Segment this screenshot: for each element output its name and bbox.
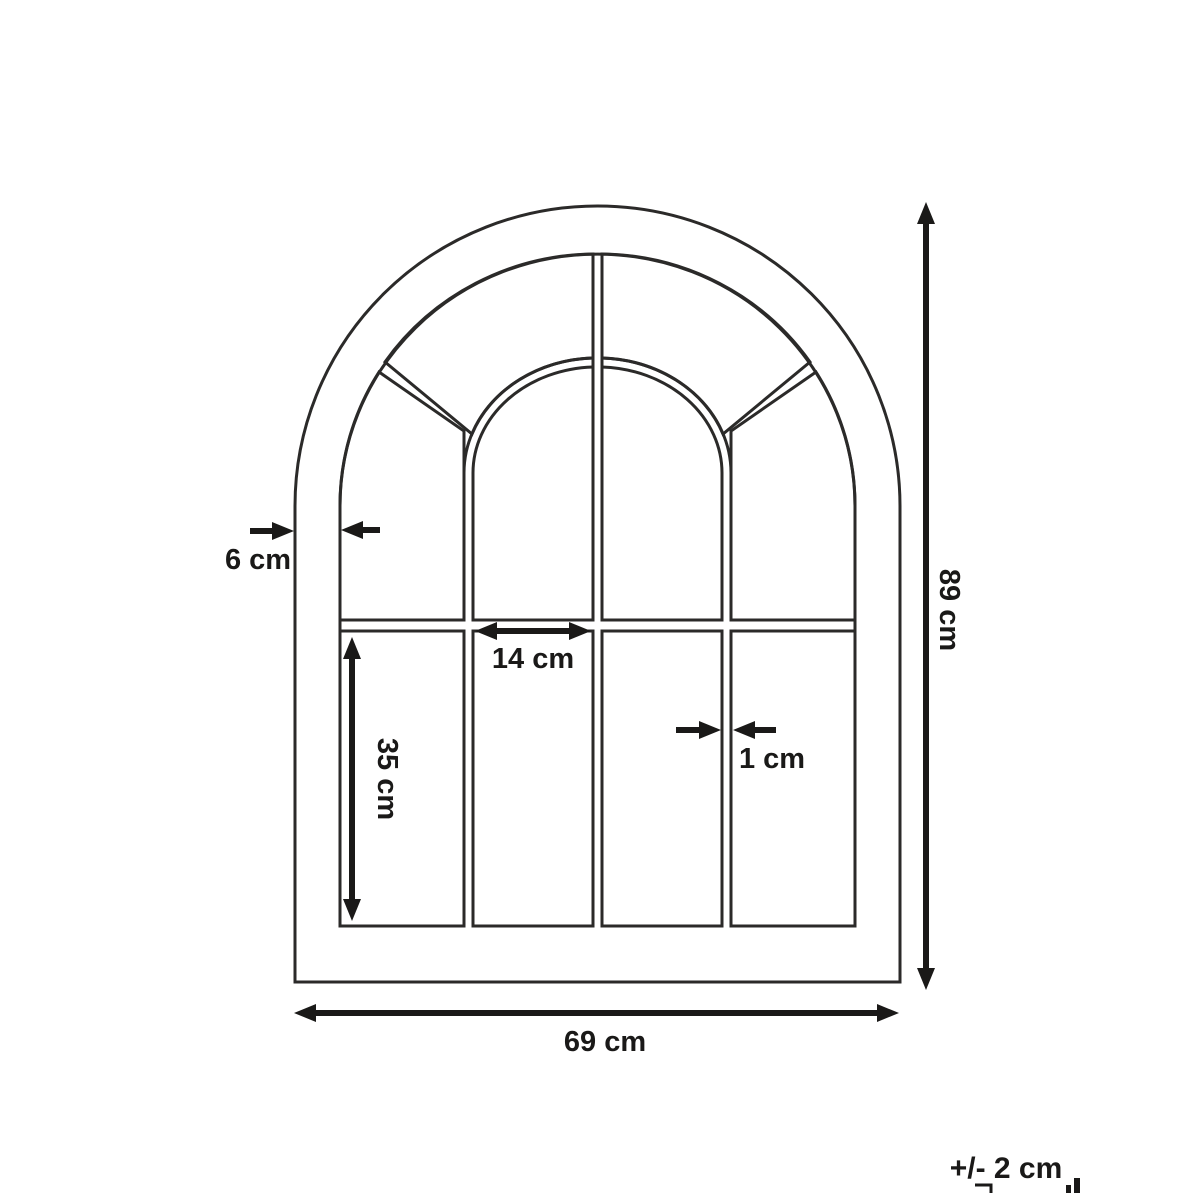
- dim-overall-width: [294, 1004, 899, 1058]
- dim-label-pane-width: 14 cm: [491, 643, 575, 675]
- overall-width-head-right: [877, 1004, 899, 1022]
- dim-label-glazing-bar: 1 cm: [738, 743, 806, 775]
- pane-height-head-top: [343, 637, 361, 659]
- pane-height-head-bottom: [343, 899, 361, 921]
- glazing-bar-arrow-right-head: [733, 721, 755, 739]
- tolerance-tick-small: [1066, 1185, 1071, 1193]
- tolerance-note: [950, 1152, 1080, 1193]
- window-outline-group: [295, 206, 900, 982]
- upper-pane-left: [340, 372, 464, 620]
- frame-thickness-arrow-left-head: [272, 522, 294, 540]
- upper-pane-right: [731, 372, 855, 620]
- glazing-bar-arrow-left-head: [699, 721, 721, 739]
- overall-width-head-left: [294, 1004, 316, 1022]
- pane-width-head-right: [569, 622, 591, 640]
- dim-glazing-bar: [676, 721, 805, 775]
- dim-label-frame-thickness: 6 cm: [224, 544, 292, 576]
- central-arch-left-limb: [464, 358, 593, 620]
- pane-width-head-left: [475, 622, 497, 640]
- tolerance-tick-large: [1074, 1178, 1080, 1193]
- outer-frame-outline: [295, 206, 900, 982]
- dim-overall-height: [917, 202, 965, 990]
- tolerance-corner-mark: [975, 1185, 991, 1193]
- frame-thickness-arrow-right-head: [341, 521, 363, 539]
- dim-label-pane-height: 35 cm: [371, 737, 403, 821]
- dim-pane-width: [475, 622, 591, 675]
- dim-label-overall-height: 89 cm: [933, 568, 965, 652]
- lower-pane-2: [473, 631, 593, 926]
- tolerance-label: +/- 2 cm: [949, 1152, 1063, 1185]
- overall-height-head-bottom: [917, 968, 935, 990]
- lower-pane-3: [602, 631, 722, 926]
- central-arch-right-limb: [602, 358, 731, 620]
- lower-pane-4: [731, 631, 855, 926]
- dim-frame-thickness: [225, 521, 380, 576]
- inner-frame-outline: [340, 254, 855, 926]
- dim-label-overall-width: 69 cm: [563, 1026, 647, 1058]
- dim-pane-height: [343, 637, 403, 921]
- overall-height-head-top: [917, 202, 935, 224]
